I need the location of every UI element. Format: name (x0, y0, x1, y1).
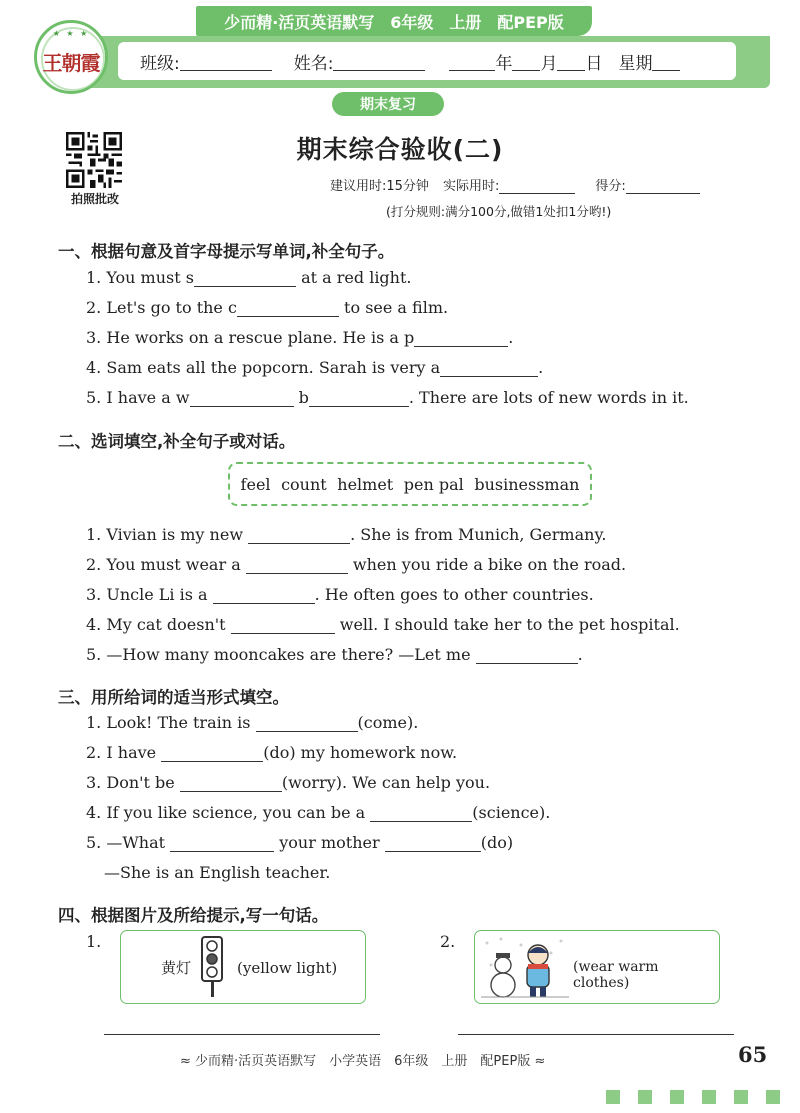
section2-item: 3. Uncle Li is a . He often goes to other countries. (86, 585, 594, 604)
answer-blank[interactable] (237, 299, 339, 317)
section1-item: 3. He works on a rescue plane. He is a p . (86, 328, 514, 347)
snowman-child-icon (481, 935, 569, 999)
square-decoration (702, 1090, 716, 1104)
section3-item: —She is an English teacher. (104, 863, 331, 882)
info-bar (70, 36, 770, 88)
section1-item: 2. Let's go to the c to see a film. (86, 298, 449, 317)
picture-label: 黄灯 (161, 959, 192, 977)
name-field[interactable] (333, 52, 425, 71)
answer-line-1[interactable] (104, 1034, 380, 1035)
picture-number: 2. (440, 932, 456, 951)
logo-text: 王朝霞 (42, 51, 100, 75)
section1-item: 5. I have a w b . There are lots of new words in it. (86, 388, 689, 407)
picture-hint: (yellow light) (237, 959, 338, 977)
qr-label: 拍照批改 (70, 192, 119, 206)
word-bank (228, 462, 592, 506)
answer-blank[interactable] (213, 586, 315, 604)
name-label: 姓名: (293, 53, 334, 74)
section2-item: 5. —How many mooncakes are there? —Let me . (86, 645, 583, 664)
answer-blank[interactable] (246, 556, 348, 574)
student-info-row (118, 42, 736, 80)
answer-blank[interactable] (440, 359, 538, 377)
section3-item: 3. Don't be (worry). We can help you. (86, 773, 491, 792)
answer-blank[interactable] (161, 744, 263, 762)
month-field[interactable] (512, 52, 540, 71)
weekday-label: 星期 (618, 53, 653, 74)
score-field[interactable] (626, 179, 700, 194)
picture-hint: (wear warm clothes) (573, 959, 659, 991)
section1-item: 4. Sam eats all the popcorn. Sarah is very a . (86, 358, 544, 377)
score-label: 得分: (595, 179, 626, 194)
section3-title: 三、用所给词的适当形式填空。 (58, 688, 289, 707)
page-title: 期末综合验收(二) (296, 135, 504, 164)
year-label: 年 (495, 53, 513, 74)
square-decoration (670, 1090, 684, 1104)
actual-time-label: 实际用时: (442, 179, 500, 194)
answer-blank[interactable] (414, 329, 508, 347)
decorative-squares (606, 1090, 780, 1104)
word-option: count (281, 474, 327, 494)
answer-blank[interactable] (309, 389, 409, 407)
month-label: 月 (540, 53, 558, 74)
square-decoration (766, 1090, 780, 1104)
answer-blank[interactable] (190, 389, 294, 407)
square-decoration (606, 1090, 620, 1104)
section1-title: 一、根据句意及首字母提示写单词,补全句子。 (58, 242, 395, 261)
picture-number: 1. (86, 932, 102, 951)
section1-item: 1. You must s at a red light. (86, 268, 412, 287)
square-decoration (638, 1090, 652, 1104)
day-field[interactable] (557, 52, 585, 71)
actual-time-field[interactable] (499, 179, 575, 194)
answer-blank[interactable] (194, 269, 296, 287)
word-option: businessman (474, 474, 580, 494)
answer-blank[interactable] (370, 804, 472, 822)
class-field[interactable] (180, 52, 272, 71)
publisher-logo (34, 20, 108, 94)
section4-title: 四、根据图片及所给提示,写一句话。 (58, 906, 329, 925)
section2-title: 二、选词填空,补全句子或对话。 (58, 432, 296, 451)
logo-stars-icon: ★ ★ ★ (52, 29, 90, 38)
answer-blank[interactable] (476, 646, 578, 664)
section3-item: 4. If you like science, you can be a (science). (86, 803, 551, 822)
traffic-light-icon (199, 935, 225, 999)
section2-item: 2. You must wear a when you ride a bike on the road. (86, 555, 627, 574)
page-number: 65 (738, 1042, 768, 1067)
word-option: helmet (337, 474, 394, 494)
section3-item: 2. I have (do) my homework now. (86, 743, 458, 762)
class-label: 班级: (140, 53, 180, 74)
answer-blank[interactable] (256, 714, 358, 732)
answer-blank[interactable] (385, 834, 481, 852)
square-decoration (734, 1090, 748, 1104)
section2-item: 4. My cat doesn't well. I should take her to the pet hospital. (86, 615, 680, 634)
word-option: feel (240, 474, 271, 494)
section3-item: 5. —What your mother (do) (86, 833, 514, 852)
section2-item: 1. Vivian is my new . She is from Munich, Germany. (86, 525, 607, 544)
picture-box-warm-clothes (474, 930, 720, 1004)
answer-blank[interactable] (180, 774, 282, 792)
section3-item: 1. Look! The train is (come). (86, 713, 419, 732)
answer-blank[interactable] (248, 526, 350, 544)
footer-text: ≈ 少而精·活页英语默写 小学英语 6年级 上册 配PEP版 ≈ (180, 1054, 546, 1069)
scoring-rules: (打分规则:满分100分,做错1处扣1分哟!) (386, 204, 612, 219)
review-tab: 期末复习 (332, 92, 444, 116)
answer-blank[interactable] (170, 834, 274, 852)
day-label: 日 (585, 53, 603, 74)
answer-blank[interactable] (231, 616, 335, 634)
word-option: pen pal (403, 474, 464, 494)
top-banner: 少而精·活页英语默写 6年级 上册 配PEP版 (196, 6, 592, 36)
time-score-row (330, 175, 700, 194)
picture-box-yellow-light (120, 930, 366, 1004)
year-field[interactable] (449, 52, 495, 71)
suggested-time: 建议用时:15分钟 (330, 179, 429, 194)
weekday-field[interactable] (652, 52, 680, 71)
answer-line-2[interactable] (458, 1034, 734, 1035)
